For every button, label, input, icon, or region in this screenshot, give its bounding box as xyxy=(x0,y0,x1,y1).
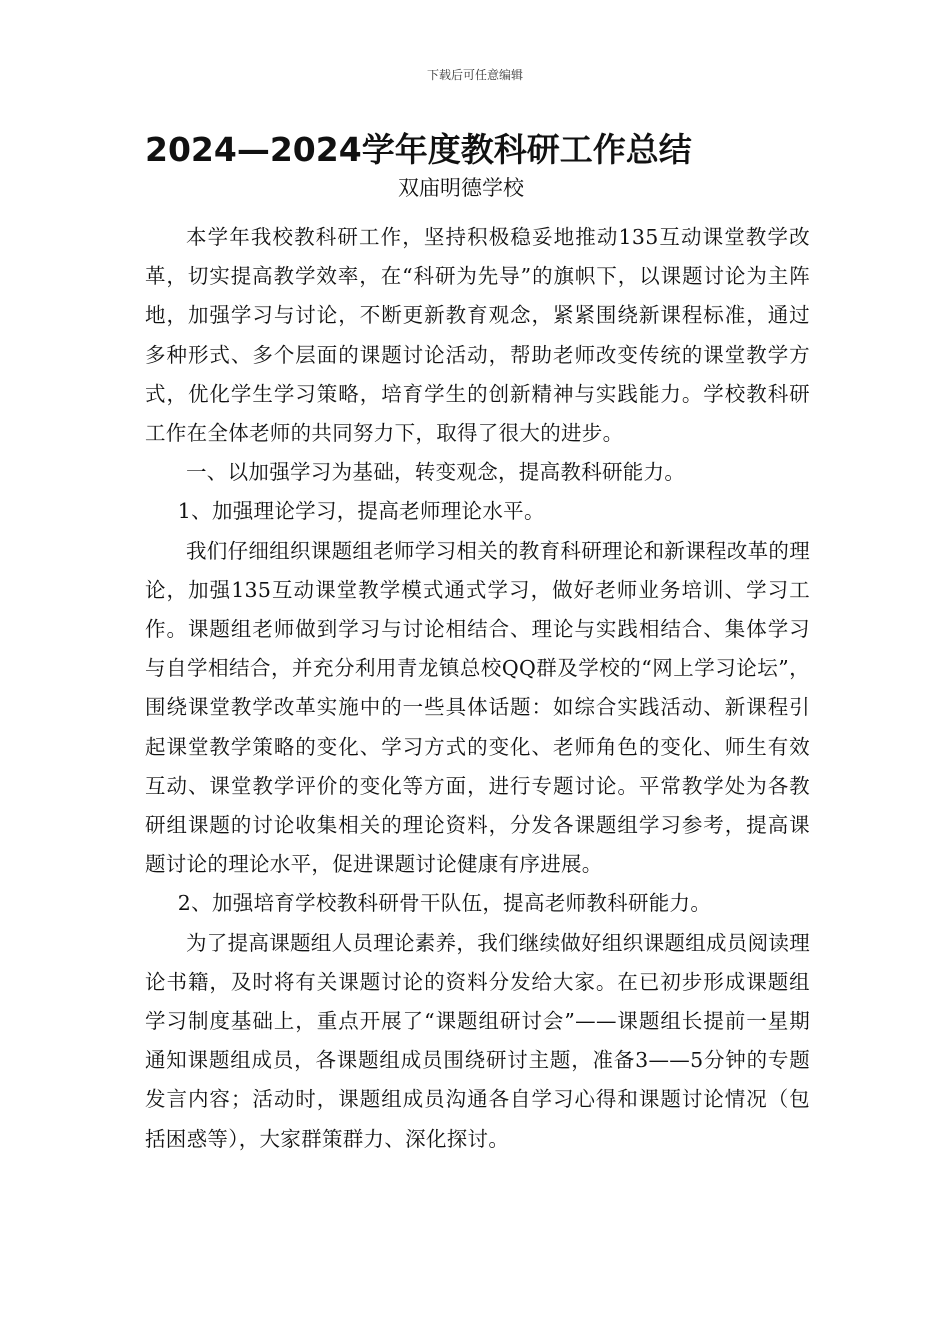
document-title: 2024—2024学年度教科研工作总结 xyxy=(145,130,692,169)
subsection-heading-2: 2、加强培育学校教科研骨干队伍，提高老师教科研能力。 xyxy=(177,891,712,916)
paragraph-theory-study: 我们仔细组织课题组老师学习相关的教育科研理论和新课程改革的理论，加强135互动课堂教学模式通式学习，做好老师业务培训、学习工作。课题组老师做到学习与讨论相结合、理论与实践相结合、集体学习与自学相结合，并充分利用青龙镇总校QQ群及学校的“网上学习论坛”，围绕课堂教学改革实施中的一些具体话题：如综合实践活动、新课程引起课堂教学策略的变化、学习方式的变化、老师角色的变化、师生有效互动、课堂教学评价的变化等方面，进行专题讨论。平常教学处为各教研组课题的讨论收集相关的理论资料，分发各课题组学习参考，提高课题讨论的理论水平，促进课题讨论健康有序进展。 xyxy=(145,538,810,877)
document-body xyxy=(145,218,810,1159)
paragraph-intro: 本学年我校教科研工作，坚持积极稳妥地推动135互动课堂教学改革，切实提高教学效率，在“科研为先导”的旗帜下，以课题讨论为主阵地，加强学习与讨论，不断更新教育观念，紧紧围绕新课程标准，通过多种形式、多个层面的课题讨论活动，帮助老师改变传统的课堂教学方式，优化学生学习策略，培育学生的创新精神与实践能力。学校教科研工作在全体老师的共同努力下，取得了很大的进步。 xyxy=(145,225,810,446)
subsection-heading-1: 1、加强理论学习，提高老师理论水平。 xyxy=(177,499,545,524)
section-heading-1: 一、以加强学习为基础，转变观念，提高教科研能力。 xyxy=(186,460,686,485)
header-note: 下载后可任意编辑 xyxy=(426,68,523,82)
school-name: 双庙明德学校 xyxy=(398,176,524,200)
paragraph-backbone-team: 为了提高课题组人员理论素养，我们继续做好组织课题组成员阅读理论书籍，及时将有关课题讨论的资料分发给大家。在已初步形成课题组学习制度基础上，重点开展了“课题组研讨会”——课题组长提前一星期通知课题组成员，各课题组成员围绕研讨主题，准备3——5分钟的专题发言内容；活动时，课题组成员沟通各自学习心得和课题讨论情况（包括困惑等），大家群策群力、深化探讨。 xyxy=(145,930,810,1151)
